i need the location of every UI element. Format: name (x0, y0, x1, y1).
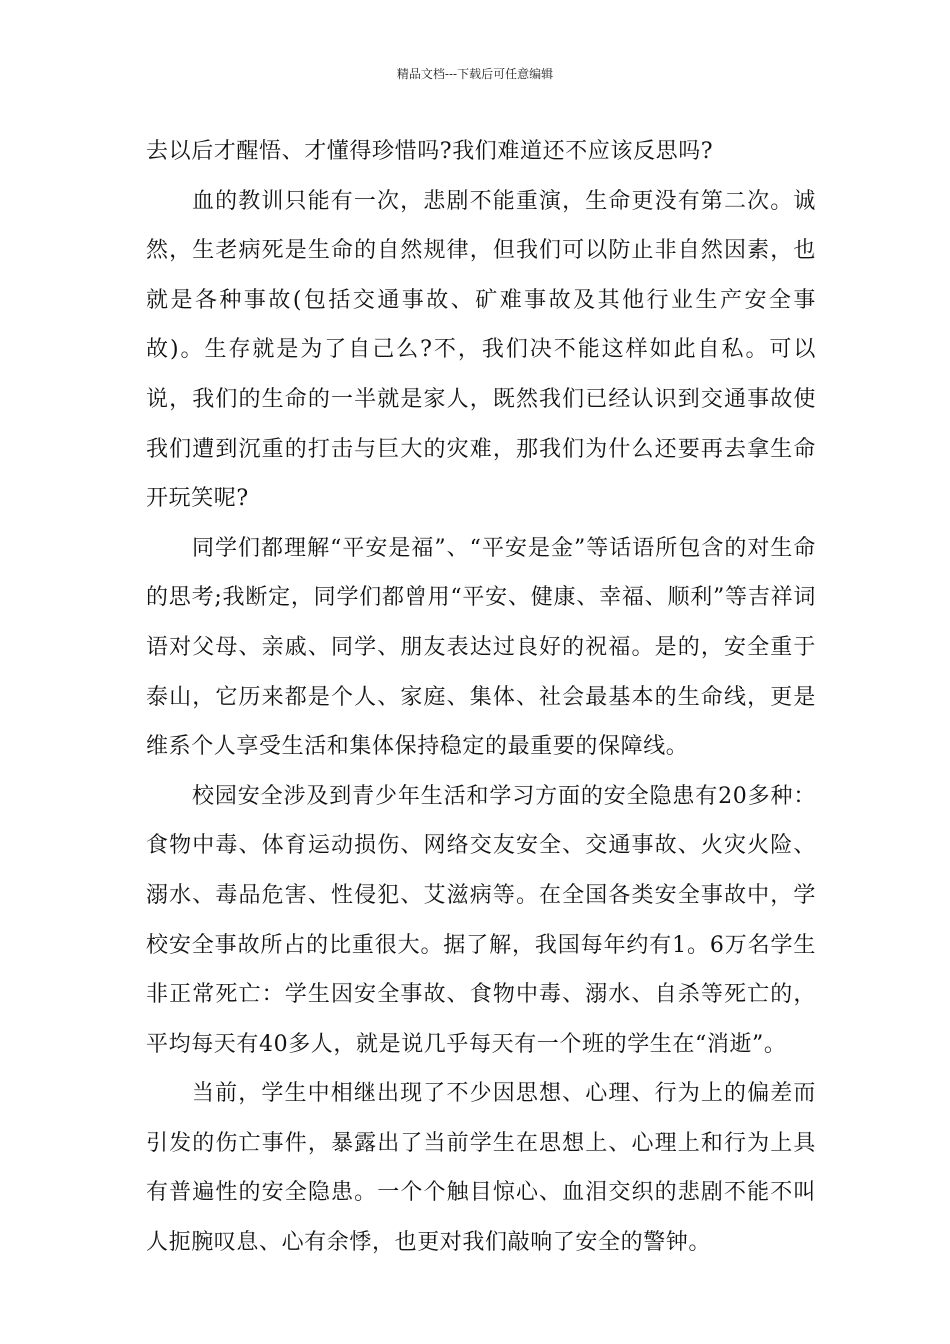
paragraph-continuation: 去以后才醒悟、才懂得珍惜吗?我们难道还不应该反思吗? (146, 139, 714, 164)
paragraph-current-hazards: 当前，学生中相继出现了不少因思想、心理、行为上的偏差而引发的伤亡事件，暴露出了当前学生在思想上、心理上和行为上具有普遍性的安全隐患。一个个触目惊心、血泪交织的悲剧不能不叫人扼腕叹息、心有余悸，也更对我们敲响了安全的警钟。 (146, 1081, 816, 1256)
document-body (146, 127, 816, 1268)
paragraph-safety-blessing: 同学们都理解“平安是福”、“平安是金”等话语所包含的对生命的思考;我断定，同学们都曾用“平安、健康、幸福、顺利”等吉祥词语对父母、亲戚、同学、朋友表达过良好的祝福。是的，安全重于泰山，它历来都是个人、家庭、集体、社会最基本的生命线，更是维系个人享受生活和集体保持稳定的最重要的保障线。 (146, 535, 816, 760)
page-header: 精品文档---下载后可任意编辑 (396, 67, 554, 81)
paragraph-blood-lesson: 血的教训只能有一次，悲剧不能重演，生命更没有第二次。诚然，生老病死是生命的自然规律，但我们可以防止非自然因素，也就是各种事故(包括交通事故、矿难事故及其他行业生产安全事故)。生存就是为了自己么?不，我们决不能这样如此自私。可以说，我们的生命的一半就是家人，既然我们已经认识到交通事故使我们遭到沉重的打击与巨大的灾难，那我们为什么还要再去拿生命开玩笑呢? (146, 188, 816, 512)
paragraph-campus-safety: 校园安全涉及到青少年生活和学习方面的安全隐患有20多种：食物中毒、体育运动损伤、网络交友安全、交通事故、火灾火险、溺水、毒品危害、性侵犯、艾滋病等。在全国各类安全事故中，学校安全事故所占的比重很大。据了解，我国每年约有1。6万名学生非正常死亡：学生因安全事故、食物中毒、溺水、自杀等死亡的，平均每天有40多人，就是说几乎每天有一个班的学生在“消逝”。 (146, 783, 816, 1057)
